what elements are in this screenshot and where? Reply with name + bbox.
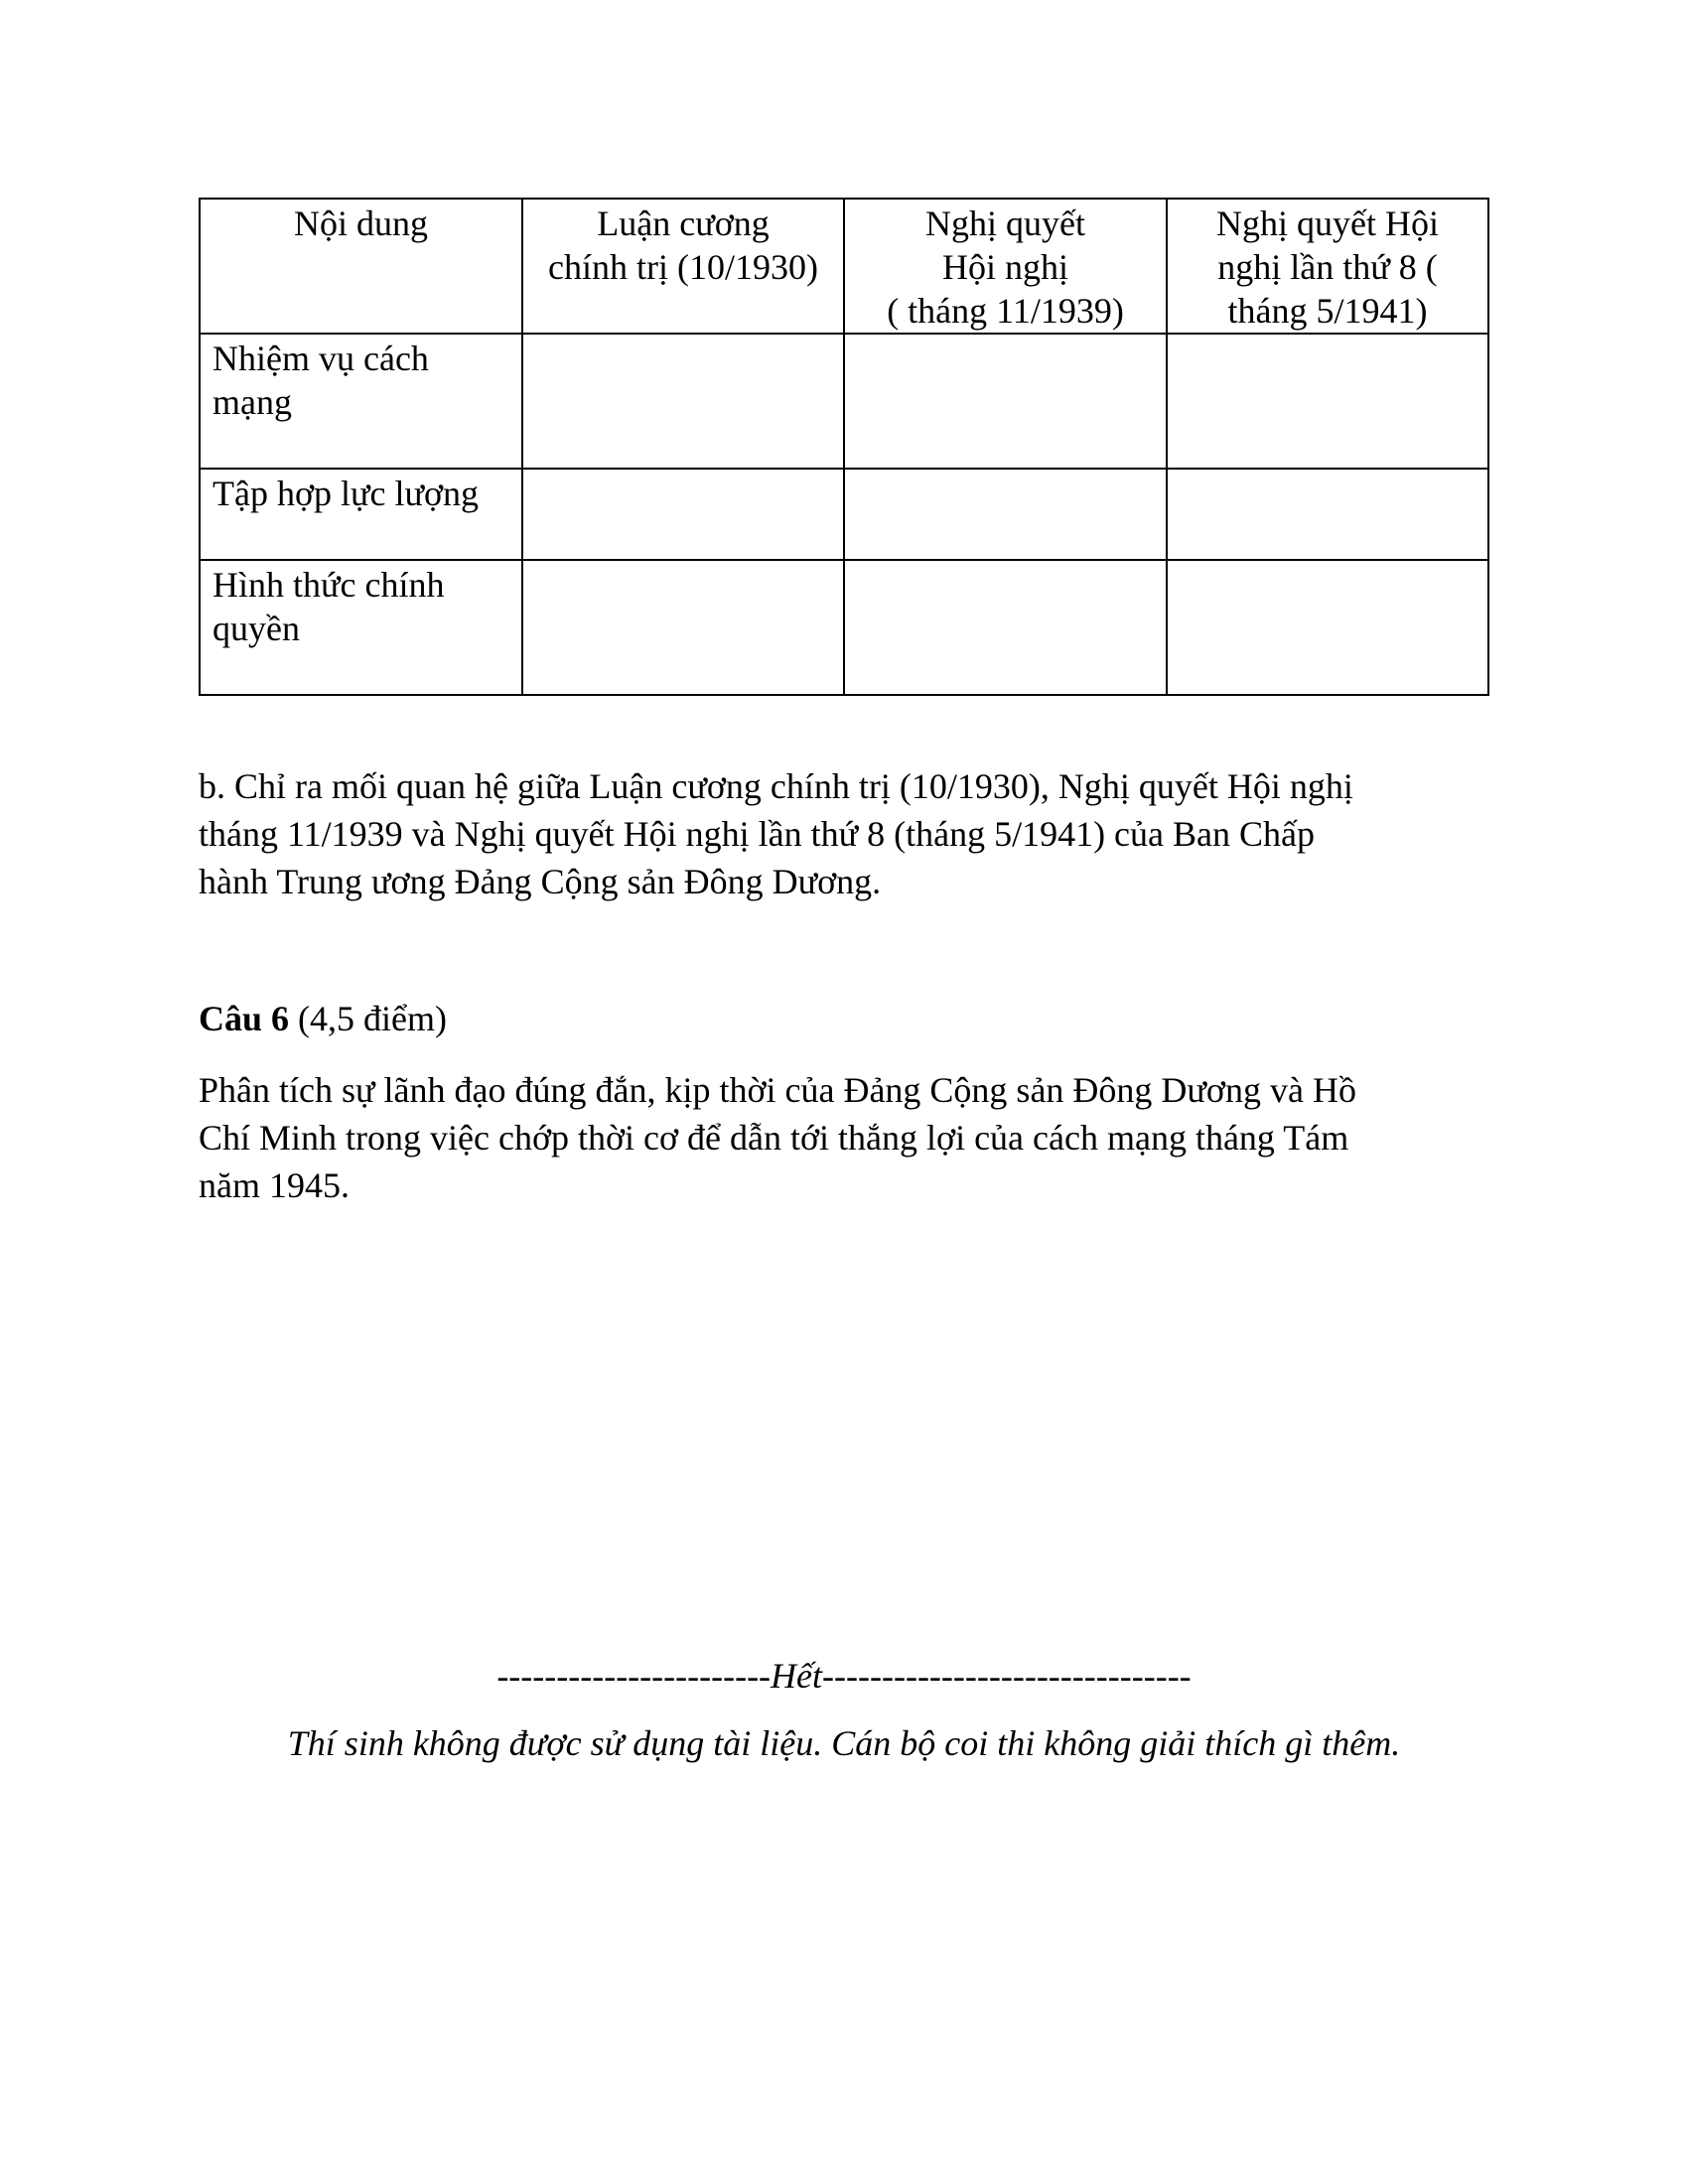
row-label-government-form: [200, 560, 522, 695]
header-line: chính trị (10/1930): [548, 247, 818, 287]
end-marker: [0, 1652, 1688, 1700]
end-word: Hết: [771, 1656, 823, 1696]
row-label-line: quyền: [212, 609, 300, 648]
header-line: nghị lần thứ 8 (: [1217, 247, 1438, 287]
question-6-heading: [199, 995, 1489, 1042]
comparison-table: [199, 198, 1489, 696]
header-political-thesis: [522, 199, 844, 334]
table-cell: [1167, 334, 1488, 469]
header-line: Nội dung: [294, 204, 428, 243]
table-cell: [844, 334, 1167, 469]
header-line: ( tháng 11/1939): [887, 291, 1124, 331]
question-label: Câu 6: [199, 999, 290, 1038]
header-line: tháng 5/1941): [1227, 291, 1428, 331]
question-6-body: [199, 1066, 1489, 1209]
row-label-line: Nhiệm vụ cách: [212, 339, 429, 378]
row-label-line: mạng: [212, 382, 292, 422]
header-line: Luận cương: [597, 204, 770, 243]
exam-note: Thí sinh không được sử dụng tài liệu. Cán bộ coi thi không giải thích gì thêm.: [287, 1723, 1401, 1763]
table-cell: [844, 469, 1167, 560]
paragraph-line: b. Chỉ ra mối quan hệ giữa Luận cương chính trị (10/1930), Nghị quyết Hội nghị: [199, 766, 1353, 806]
header-resolution-1939: [844, 199, 1167, 334]
row-label-revolution-task: [200, 334, 522, 469]
paragraph-line: tháng 11/1939 và Nghị quyết Hội nghị lần thứ 8 (tháng 5/1941) của Ban Chấp: [199, 814, 1315, 854]
row-label-line: Hình thức chính: [212, 565, 445, 605]
header-resolution-1941: [1167, 199, 1488, 334]
table-cell: [522, 469, 844, 560]
end-dashes-left: -----------------------: [496, 1656, 772, 1696]
header-line: Hội nghị: [941, 247, 1068, 287]
part-b-paragraph: [199, 762, 1489, 905]
paragraph-line: hành Trung ương Đảng Cộng sản Đông Dương.: [199, 862, 882, 901]
question-points: (4,5 điểm): [298, 999, 447, 1038]
header-line: Nghị quyết: [925, 204, 1085, 243]
table-row: [200, 469, 1488, 560]
table-cell: [522, 560, 844, 695]
table-row: [200, 560, 1488, 695]
table-cell: [1167, 560, 1488, 695]
header-content: [200, 199, 522, 334]
end-dashes-right: -------------------------------: [822, 1656, 1192, 1696]
paragraph-line: Phân tích sự lãnh đạo đúng đắn, kịp thời của Đảng Cộng sản Đông Dương và Hồ: [199, 1070, 1356, 1110]
table-cell: [844, 560, 1167, 695]
table-header-row: [200, 199, 1488, 334]
header-line: Nghị quyết Hội: [1216, 204, 1439, 243]
table-row: [200, 334, 1488, 469]
row-label-force-gathering: [200, 469, 522, 560]
paragraph-line: năm 1945.: [199, 1165, 350, 1205]
paragraph-line: Chí Minh trong việc chớp thời cơ để dẫn tới thắng lợi của cách mạng tháng Tám: [199, 1118, 1349, 1158]
table-cell: [522, 334, 844, 469]
row-label-line: Tập hợp lực lượng: [212, 474, 480, 513]
table-cell: [1167, 469, 1488, 560]
